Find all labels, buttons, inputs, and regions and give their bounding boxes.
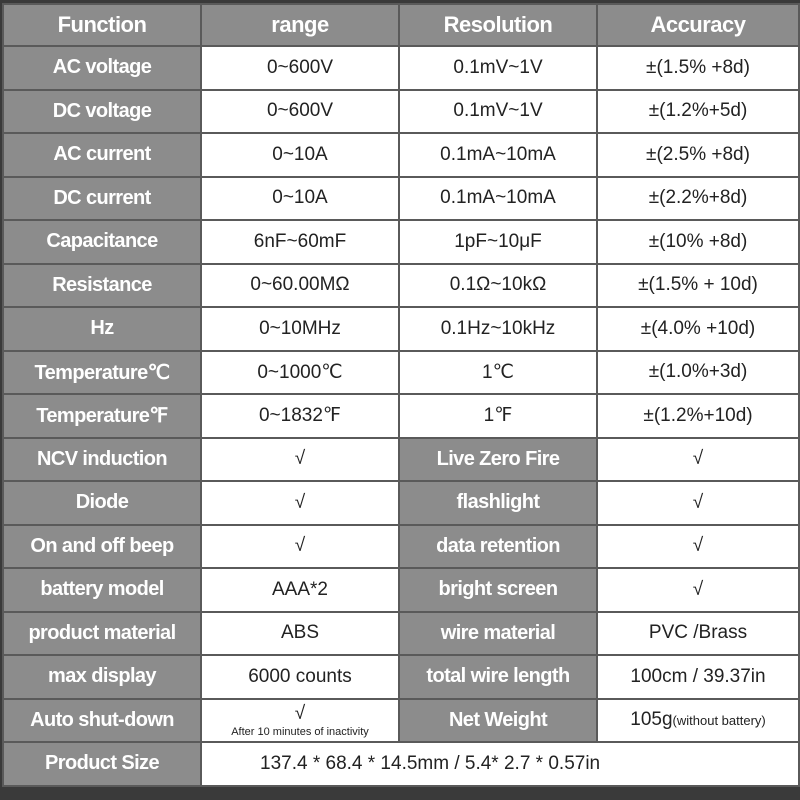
range-value: 0~600V xyxy=(202,91,398,133)
resolution-value: 1℃ xyxy=(400,352,596,394)
net-weight-value xyxy=(598,700,798,742)
accuracy-value: ±(1.2%+5d) xyxy=(598,91,798,133)
table-row xyxy=(4,221,798,263)
auto-shutdown-note: After 10 minutes of inactivity xyxy=(231,725,369,738)
range-value: 0~1000℃ xyxy=(202,352,398,394)
accuracy-value: ±(10% +8d) xyxy=(598,221,798,263)
feature-value: 100cm / 39.37in xyxy=(598,656,798,698)
accuracy-value: ±(1.5% + 10d) xyxy=(598,265,798,307)
feature-row xyxy=(4,439,798,481)
product-size-value: 137.4 * 68.4 * 14.5mm / 5.4* 2.7 * 0.57in xyxy=(202,743,798,785)
resolution-value: 0.1mV~1V xyxy=(400,91,596,133)
function-label: Hz xyxy=(4,308,200,350)
table-row xyxy=(4,91,798,133)
feature-value: AAA*2 xyxy=(202,569,398,611)
feature-label: total wire length xyxy=(400,656,596,698)
net-weight-number: 105g xyxy=(630,709,673,731)
range-value: 0~10A xyxy=(202,178,398,220)
header-range: range xyxy=(202,5,398,45)
net-weight-label: Net Weight xyxy=(400,700,596,742)
header-resolution: Resolution xyxy=(400,5,596,45)
net-weight-note: (without battery) xyxy=(672,713,766,729)
range-value: 0~600V xyxy=(202,47,398,89)
table-row xyxy=(4,47,798,89)
feature-value: √ xyxy=(202,482,398,524)
auto-shutdown-check: √ xyxy=(294,702,306,724)
feature-label: flashlight xyxy=(400,482,596,524)
resolution-value: 0.1mA~10mA xyxy=(400,178,596,220)
accuracy-value: ±(1.2%+10d) xyxy=(598,395,798,437)
accuracy-value: ±(2.5% +8d) xyxy=(598,134,798,176)
product-size-row xyxy=(4,743,798,785)
feature-label: battery model xyxy=(4,569,200,611)
function-label: Capacitance xyxy=(4,221,200,263)
feature-value: √ xyxy=(598,439,798,481)
feature-row xyxy=(4,569,798,611)
auto-shutdown-row xyxy=(4,700,798,742)
header-function: Function xyxy=(4,5,200,45)
resolution-value: 0.1Hz~10kHz xyxy=(400,308,596,350)
range-value: 0~1832℉ xyxy=(202,395,398,437)
range-value: 6nF~60mF xyxy=(202,221,398,263)
resolution-value: 1pF~10μF xyxy=(400,221,596,263)
feature-label: data retention xyxy=(400,526,596,568)
feature-row xyxy=(4,656,798,698)
spec-sheet xyxy=(2,3,798,798)
spec-table xyxy=(2,3,800,787)
resolution-value: 0.1mA~10mA xyxy=(400,134,596,176)
header-accuracy: Accuracy xyxy=(598,5,798,45)
feature-value: √ xyxy=(202,439,398,481)
range-value: 0~10MHz xyxy=(202,308,398,350)
product-size-label: Product Size xyxy=(4,743,200,785)
resolution-value: 0.1mV~1V xyxy=(400,47,596,89)
feature-label: bright screen xyxy=(400,569,596,611)
feature-row xyxy=(4,613,798,655)
function-label: AC voltage xyxy=(4,47,200,89)
function-label: Temperature℉ xyxy=(4,395,200,437)
function-label: DC current xyxy=(4,178,200,220)
accuracy-value: ±(2.2%+8d) xyxy=(598,178,798,220)
function-label: DC voltage xyxy=(4,91,200,133)
feature-value: PVC /Brass xyxy=(598,613,798,655)
range-value: 0~10A xyxy=(202,134,398,176)
feature-label: On and off beep xyxy=(4,526,200,568)
feature-label: Live Zero Fire xyxy=(400,439,596,481)
feature-value: √ xyxy=(598,569,798,611)
table-row xyxy=(4,178,798,220)
table-row xyxy=(4,308,798,350)
accuracy-value: ±(1.0%+3d) xyxy=(598,352,798,394)
range-value: 0~60.00MΩ xyxy=(202,265,398,307)
table-row xyxy=(4,265,798,307)
feature-value: √ xyxy=(202,526,398,568)
feature-label: product material xyxy=(4,613,200,655)
auto-shutdown-value xyxy=(202,700,398,742)
feature-label: wire material xyxy=(400,613,596,655)
feature-row xyxy=(4,526,798,568)
feature-label: Diode xyxy=(4,482,200,524)
function-label: AC current xyxy=(4,134,200,176)
resolution-value: 1℉ xyxy=(400,395,596,437)
feature-value: √ xyxy=(598,482,798,524)
table-row xyxy=(4,352,798,394)
accuracy-value: ±(4.0% +10d) xyxy=(598,308,798,350)
feature-value: √ xyxy=(598,526,798,568)
table-row xyxy=(4,395,798,437)
feature-label: NCV induction xyxy=(4,439,200,481)
feature-value: ABS xyxy=(202,613,398,655)
feature-row xyxy=(4,482,798,524)
resolution-value: 0.1Ω~10kΩ xyxy=(400,265,596,307)
feature-value: 6000 counts xyxy=(202,656,398,698)
header-row xyxy=(4,5,798,45)
accuracy-value: ±(1.5% +8d) xyxy=(598,47,798,89)
function-label: Resistance xyxy=(4,265,200,307)
feature-label: max display xyxy=(4,656,200,698)
table-row xyxy=(4,134,798,176)
auto-shutdown-label: Auto shut-down xyxy=(4,700,200,742)
function-label: Temperature℃ xyxy=(4,352,200,394)
